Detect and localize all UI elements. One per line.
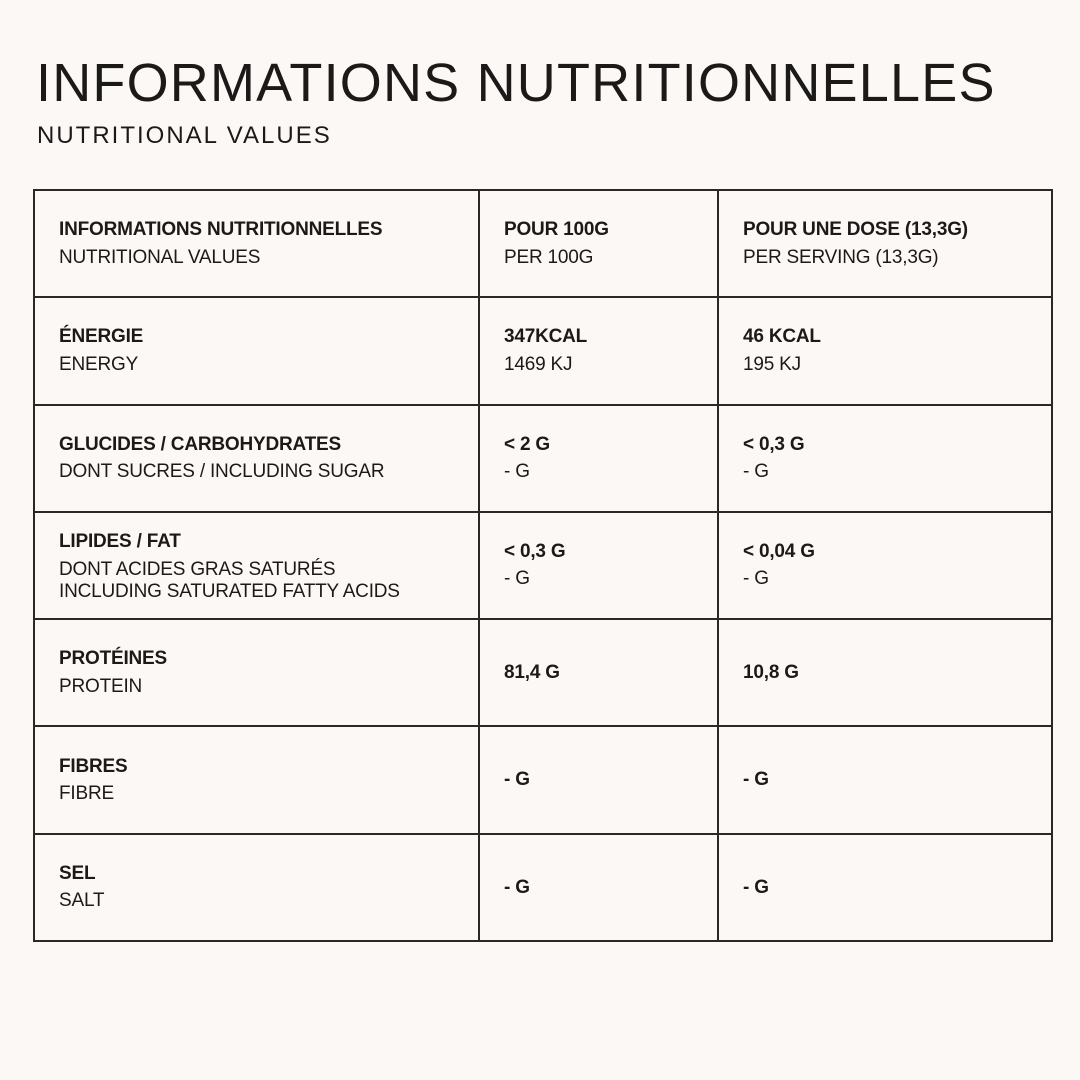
table-row-salt	[34, 834, 1052, 941]
header-cell-per100	[479, 190, 718, 297]
table-row-carbohydrates	[34, 405, 1052, 512]
serving-main: 10,8 G	[743, 661, 799, 683]
label-en: ENERGY	[59, 353, 139, 375]
per100-main: < 2 G	[504, 433, 550, 455]
header-nutrient-fr: INFORMATIONS NUTRITIONNELLES	[59, 219, 383, 241]
per100-main: < 0,3 G	[504, 540, 566, 562]
table-row-fibre	[34, 726, 1052, 833]
per100-cell	[479, 512, 718, 619]
serving-sub: 195 KJ	[743, 353, 801, 375]
table-row-energy	[34, 297, 1052, 404]
header-cell-serving	[718, 190, 1052, 297]
per100-sub: - G	[504, 461, 530, 483]
serving-main: 46 KCAL	[743, 326, 821, 348]
table-row-fat	[34, 512, 1052, 619]
serving-sub: - G	[743, 461, 769, 483]
header-per100-fr: POUR 100G	[504, 219, 609, 241]
serving-cell	[718, 726, 1052, 833]
label-en: DONT SUCRES / INCLUDING SUGAR	[59, 461, 385, 483]
label-fr: GLUCIDES / CARBOHYDRATES	[59, 433, 341, 455]
per100-sub: 1469 KJ	[504, 353, 573, 375]
label-en: FIBRE	[59, 783, 114, 805]
serving-sub: - G	[743, 568, 769, 590]
per100-cell	[479, 405, 718, 512]
per100-cell	[479, 297, 718, 404]
label-cell	[34, 726, 479, 833]
serving-cell	[718, 297, 1052, 404]
label-fr: LIPIDES / FAT	[59, 530, 181, 552]
label-fr: FIBRES	[59, 755, 128, 777]
nutrition-table	[33, 189, 1053, 942]
serving-cell	[718, 512, 1052, 619]
label-cell	[34, 512, 479, 619]
table-row-protein	[34, 619, 1052, 726]
table-header-row	[34, 190, 1052, 297]
header-serving-en: PER SERVING (13,3G)	[743, 246, 939, 268]
serving-cell	[718, 405, 1052, 512]
per100-sub: - G	[504, 568, 530, 590]
label-fr: SEL	[59, 862, 96, 884]
header-nutrient-en: NUTRITIONAL VALUES	[59, 246, 261, 268]
label-cell	[34, 297, 479, 404]
per100-main: - G	[504, 876, 530, 898]
per100-main: 347KCAL	[504, 326, 588, 348]
serving-main: < 0,04 G	[743, 540, 815, 562]
label-en: SALT	[59, 890, 105, 912]
label-cell	[34, 619, 479, 726]
label-fr: ÉNERGIE	[59, 326, 144, 348]
serving-main: - G	[743, 769, 769, 791]
label-en-2: INCLUDING SATURATED FATTY ACIDS	[59, 581, 400, 603]
serving-cell	[718, 834, 1052, 941]
serving-main: < 0,3 G	[743, 433, 805, 455]
label-en: PROTEIN	[59, 675, 143, 697]
per100-main: - G	[504, 769, 530, 791]
header-per100-en: PER 100G	[504, 246, 594, 268]
label-en: DONT ACIDES GRAS SATURÉS	[59, 559, 336, 581]
header-serving-fr: POUR UNE DOSE (13,3G)	[743, 219, 968, 241]
page-title: INFORMATIONS NUTRITIONNELLES	[36, 53, 996, 113]
label-cell	[34, 405, 479, 512]
per100-cell	[479, 619, 718, 726]
label-cell	[34, 834, 479, 941]
page-subtitle: NUTRITIONAL VALUES	[37, 122, 332, 149]
per100-main: 81,4 G	[504, 661, 560, 683]
per100-cell	[479, 726, 718, 833]
serving-main: - G	[743, 876, 769, 898]
per100-cell	[479, 834, 718, 941]
serving-cell	[718, 619, 1052, 726]
header-cell-nutrient	[34, 190, 479, 297]
label-fr: PROTÉINES	[59, 648, 167, 670]
